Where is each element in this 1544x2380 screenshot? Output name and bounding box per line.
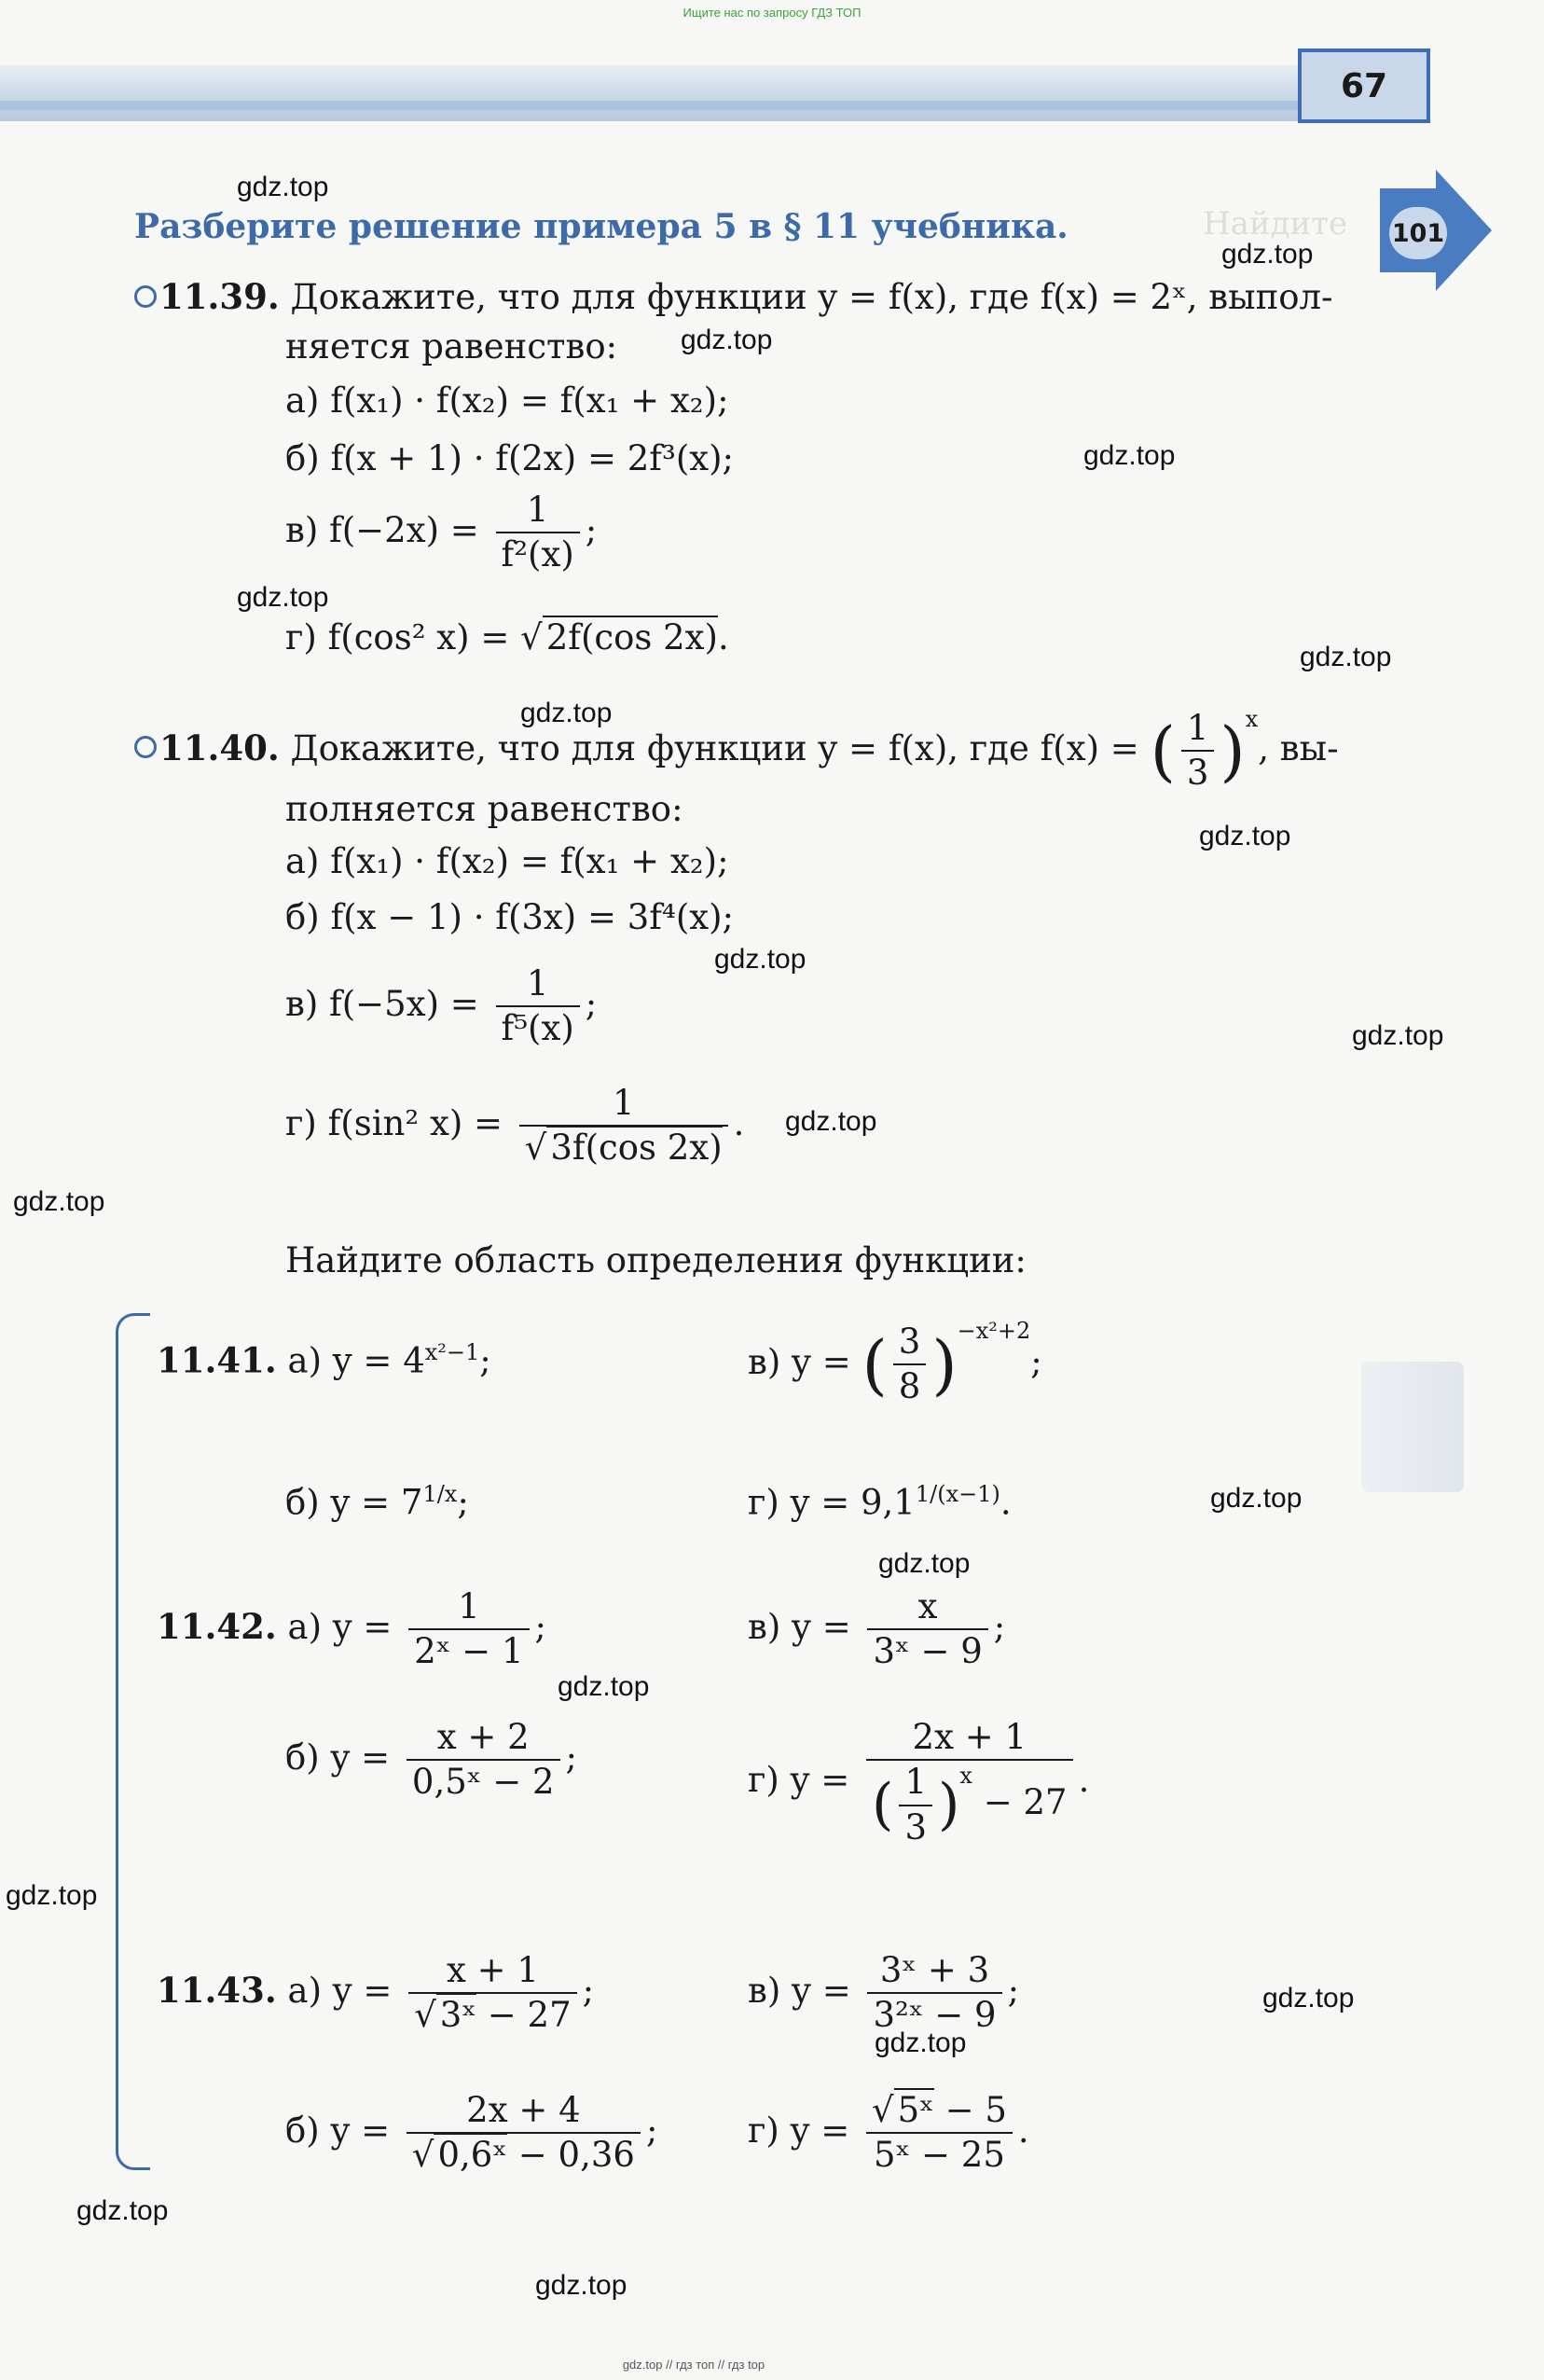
fraction: $\frac{1}{\text{f⁵(x)}}$: [496, 962, 580, 1051]
top-note: Ищите нас по запросу ГДЗ ТОП: [682, 6, 862, 20]
problem-11-41-g: г) $y = 9,1^{1/(x-1)}$.: [748, 1481, 1012, 1523]
fraction: 2x + 1 ( $\frac{1}{3}$ )$^x$ − 27: [866, 1716, 1073, 1849]
fraction: $\frac{1}{\text{f²(x)}}$: [496, 489, 580, 577]
watermark: gdz.top: [1083, 440, 1176, 471]
group-bracket: [116, 1313, 150, 2170]
fraction: $\frac{1}{√ 3f(\cos 2x)}$: [519, 1082, 728, 1170]
watermark: gdz.top: [785, 1106, 877, 1137]
fraction: $\frac{3}{8}$: [893, 1321, 927, 1409]
problem-11-42-a: 11.42. а) y = $\frac{1}{\text{2ˣ − 1}}$ ;: [157, 1585, 546, 1674]
fraction: $\frac{x + 1}{\text{√ 3ˣ − 27}}$: [408, 1949, 576, 2038]
problem-11-43-b: б) y = $\frac{2x + 4}{\text{√ 0,6ˣ − 0,36}}$ ;: [285, 2089, 657, 2178]
watermark: gdz.top: [681, 325, 773, 355]
problem-11-39-b: б) f(x + 1) · f(2x) = 2f³(x);: [285, 438, 735, 478]
problem-11-40-b: б) f(x − 1) · f(3x) = 3f⁴(x);: [285, 897, 735, 937]
fraction: $\frac{\text{3ˣ + 3}}{\text{3²ˣ − 9}}$: [867, 1949, 1001, 2038]
heading: Разберите решение примера 5 в § 11 учебника.: [134, 207, 1068, 246]
watermark: gdz.top: [558, 1671, 650, 1702]
watermark: gdz.top: [1352, 1020, 1444, 1051]
problem-11-41-a: 11.41. а) $y = 4^{x^2-1}$;: [157, 1339, 491, 1381]
watermark: gdz.top: [237, 582, 329, 613]
bottom-note: gdz.top // гдз топ // гдз top: [622, 2358, 765, 2372]
circle-marker-icon: [134, 736, 157, 758]
problem-11-42-g: г) y = 2x + 1 ( $\frac{1}{3}$ )$^x$ − 27 .: [748, 1716, 1089, 1849]
problem-11-40-g: г) f(sin² x) = $\frac{1}{√ 3f(\cos 2x)}$ .: [285, 1082, 744, 1170]
watermark: gdz.top: [1221, 239, 1314, 270]
watermark: gdz.top: [76, 2195, 169, 2226]
watermark: gdz.top: [6, 1880, 98, 1911]
section-marker: 101: [1389, 207, 1447, 259]
watermark: gdz.top: [714, 944, 806, 975]
problem-11-39-g: г) f(cos² x) = √ 2f(cos 2x).: [285, 617, 729, 657]
problem-11-43-v: в) y = $\frac{\text{3ˣ + 3}}{\text{3²ˣ − 9}}$ ;: [748, 1949, 1019, 2038]
watermark: gdz.top: [237, 172, 329, 202]
problem-11-40-a: а) f(x₁) · f(x₂) = f(x₁ + x₂);: [285, 841, 729, 881]
problem-11-39-intro2: няется равенство:: [285, 326, 618, 367]
page-number: 67: [1298, 48, 1430, 123]
fraction: $\frac{1}{3}$: [899, 1761, 932, 1849]
header-stripe: [0, 101, 1324, 110]
problem-11-39-intro: 11.39. Докажите, что для функции y = f(x), где f(x) = 2ˣ, выпол-: [134, 276, 1333, 317]
header-band: [0, 65, 1305, 121]
problem-11-41-b: б) $y = 7^{1/x}$;: [285, 1481, 469, 1523]
problem-11-42-v: в) y = $\frac{x}{\text{3ˣ − 9}}$ ;: [748, 1585, 1005, 1674]
fraction: $\frac{\text{√ 5ˣ − 5}}{\text{5ˣ − 25}}$: [866, 2089, 1013, 2178]
circle-marker-icon: [134, 285, 157, 308]
problem-11-41-v: в) y = ( $\frac{3}{8}$ )$^{-x^2+2}$;: [748, 1321, 1042, 1409]
watermark: gdz.top: [1300, 642, 1392, 672]
problem-11-40-v: в) f(−5x) = $\frac{1}{\text{f⁵(x)}}$ ;: [285, 962, 597, 1051]
watermark: gdz.top: [1210, 1483, 1303, 1514]
problem-11-42-b: б) y = $\frac{x + 2}{\text{0,5ˣ − 2}}$ ;: [285, 1716, 577, 1805]
bleed-through-shape: [1361, 1362, 1464, 1492]
watermark: gdz.top: [875, 2027, 967, 2058]
section-title: Найдите область определения функции:: [285, 1240, 1027, 1280]
fraction: $\frac{x}{\text{3ˣ − 9}}$: [867, 1585, 987, 1674]
fraction: $\frac{1}{\text{2ˣ − 1}}$: [408, 1585, 529, 1674]
fraction: $\frac{2x + 4}{\text{√ 0,6ˣ − 0,36}}$: [407, 2089, 641, 2178]
watermark: gdz.top: [520, 698, 613, 728]
fraction: $\frac{x + 2}{\text{0,5ˣ − 2}}$: [407, 1716, 560, 1805]
watermark: gdz.top: [13, 1186, 105, 1217]
problem-11-40-intro: 11.40. Докажите, что для функции y = f(x), где f(x) = ( $\frac{1}{3}$ )$^x$, вы-: [134, 707, 1339, 796]
problem-11-43-g: г) y = $\frac{\text{√ 5ˣ − 5}}{\text{5ˣ − 25}}$ .: [748, 2089, 1029, 2178]
problem-11-43-a: 11.43. а) y = $\frac{x + 1}{\text{√ 3ˣ − 27}}$ ;: [157, 1949, 594, 2038]
problem-11-39-v: в) f(−2x) = $\frac{1}{\text{f²(x)}}$ ;: [285, 489, 597, 577]
problem-11-40-intro2: полняется равенство:: [285, 789, 683, 829]
watermark: gdz.top: [878, 1548, 971, 1579]
bleed-through-text: Найдите: [1203, 205, 1348, 242]
problem-11-39-a: а) f(x₁) · f(x₂) = f(x₁ + x₂);: [285, 381, 729, 421]
watermark: gdz.top: [535, 2270, 627, 2301]
watermark: gdz.top: [1262, 1983, 1355, 2013]
watermark: gdz.top: [1199, 821, 1291, 851]
fraction: $\frac{1}{3}$: [1181, 707, 1215, 796]
